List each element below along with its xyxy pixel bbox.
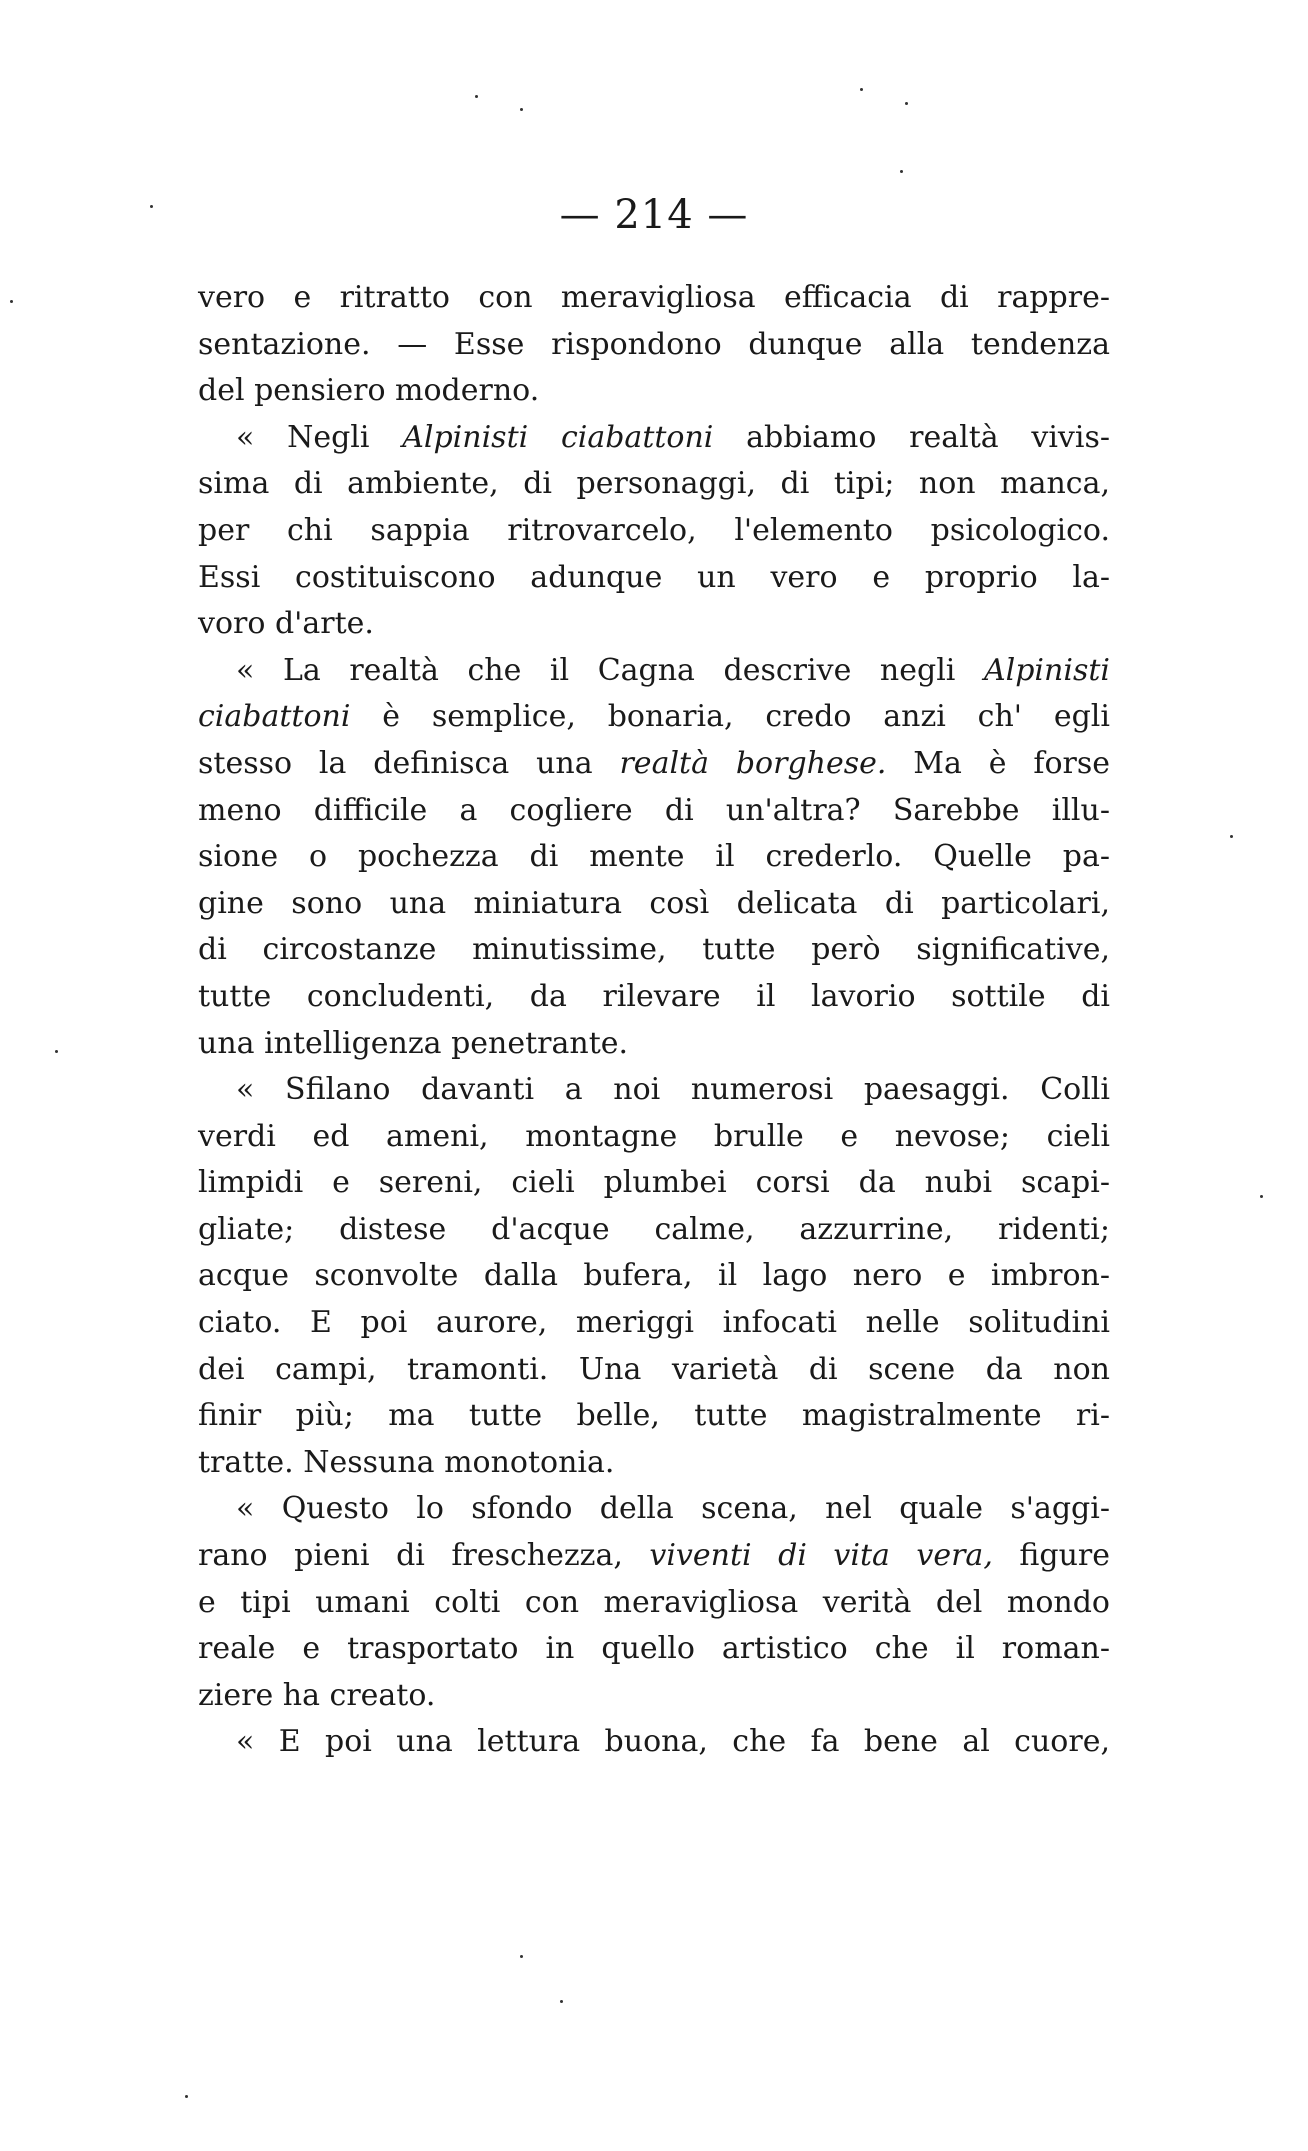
text-line [198,1533,1110,1580]
text-line: ziere ha creato. [198,1677,436,1713]
scan-speck [520,108,523,111]
text-run: è semplice, bonaria, credo anzi ch' egli [350,699,1110,735]
text-line: Essi costituiscono adunque un vero e proprio la- [198,559,1110,595]
italic-run: realtà borghese. [619,745,887,781]
text-run: abbiamo realtà vivis- [713,419,1110,455]
text-run: « La realtà che il Cagna descrive negli [236,652,984,688]
scan-speck [905,102,908,105]
text-line: « Questo lo sfondo della scena, nel quale s'aggi- [236,1491,1110,1527]
text-line: verdi ed ameni, montagne brulle e nevose; cieli [198,1118,1110,1154]
text-line: voro d'arte. [198,606,374,642]
text-line: tutte concludenti, da rilevare il lavorio sottile di [198,978,1110,1014]
text-line: sentazione. — Esse rispondono dunque alla tendenza [198,326,1110,362]
text-line: finir più; ma tutte belle, tutte magistralmente ri- [198,1398,1110,1434]
body-text [198,275,1110,1766]
scan-speck [1260,1195,1263,1198]
text-run: rano pieni di freschezza, [198,1538,650,1574]
scan-speck [55,1050,58,1053]
text-run: Ma è forse [886,745,1111,781]
scan-speck [185,2095,188,2098]
text-line: sione o pochezza di mente il crederlo. Quelle pa- [198,839,1110,875]
scan-speck [1230,835,1233,838]
text-line: dei campi, tramonti. Una varietà di scene da non [198,1351,1110,1387]
text-line: ciato. E poi aurore, meriggi infocati nelle solitudini [198,1305,1110,1341]
text-line [198,415,1110,462]
text-line: gine sono una miniatura così delicata di particolari, [198,885,1110,921]
italic-run: viventi di vita vera, [649,1538,993,1574]
text-run: « Negli [236,419,403,455]
text-line: di circostanze minutissime, tutte però significative, [198,932,1110,968]
text-line: del pensiero moderno. [198,373,540,409]
scan-speck [900,170,903,173]
scan-speck [10,300,13,303]
scan-speck [560,2000,563,2003]
text-run: figure [992,1538,1110,1574]
scan-speck [860,88,863,91]
text-line: e tipi umani colti con meravigliosa verità del mondo [198,1584,1110,1620]
text-line: limpidi e sereni, cieli plumbei corsi da nubi scapi- [198,1165,1110,1201]
page-number: — 214 — [559,192,749,238]
text-line: gliate; distese d'acque calme, azzurrine, ridenti; [198,1211,1110,1247]
text-line [198,648,1110,695]
italic-run: ciabattoni [198,699,351,735]
text-line [198,741,1110,788]
text-line: una intelligenza penetrante. [198,1025,629,1061]
text-line: vero e ritratto con meravigliosa efficacia di rappre- [198,280,1110,315]
scan-speck [520,1955,523,1958]
text-line: tratte. Nessuna monotonia. [198,1444,615,1480]
text-line: reale e trasportato in quello artistico che il roman- [198,1631,1110,1667]
text-run: stesso la definisca una [198,745,620,781]
italic-run: Alpinisti [983,652,1110,688]
text-line: meno difficile a cogliere di un'altra? Sarebbe illu- [198,792,1110,828]
text-line: per chi sappia ritrovarcelo, l'elemento psicologico. [198,512,1110,548]
scan-speck [150,205,153,208]
text-line: acque sconvolte dalla bufera, il lago nero e imbron- [198,1258,1110,1294]
scan-speck [475,95,478,98]
text-line: « E poi una lettura buona, che fa bene al cuore, [236,1724,1110,1760]
text-line [198,694,1110,741]
text-line: « Sfilano davanti a noi numerosi paesaggi. Colli [236,1072,1110,1108]
text-line: sima di ambiente, di personaggi, di tipi; non manca, [198,466,1110,502]
italic-run: Alpinisti ciabattoni [402,419,714,455]
